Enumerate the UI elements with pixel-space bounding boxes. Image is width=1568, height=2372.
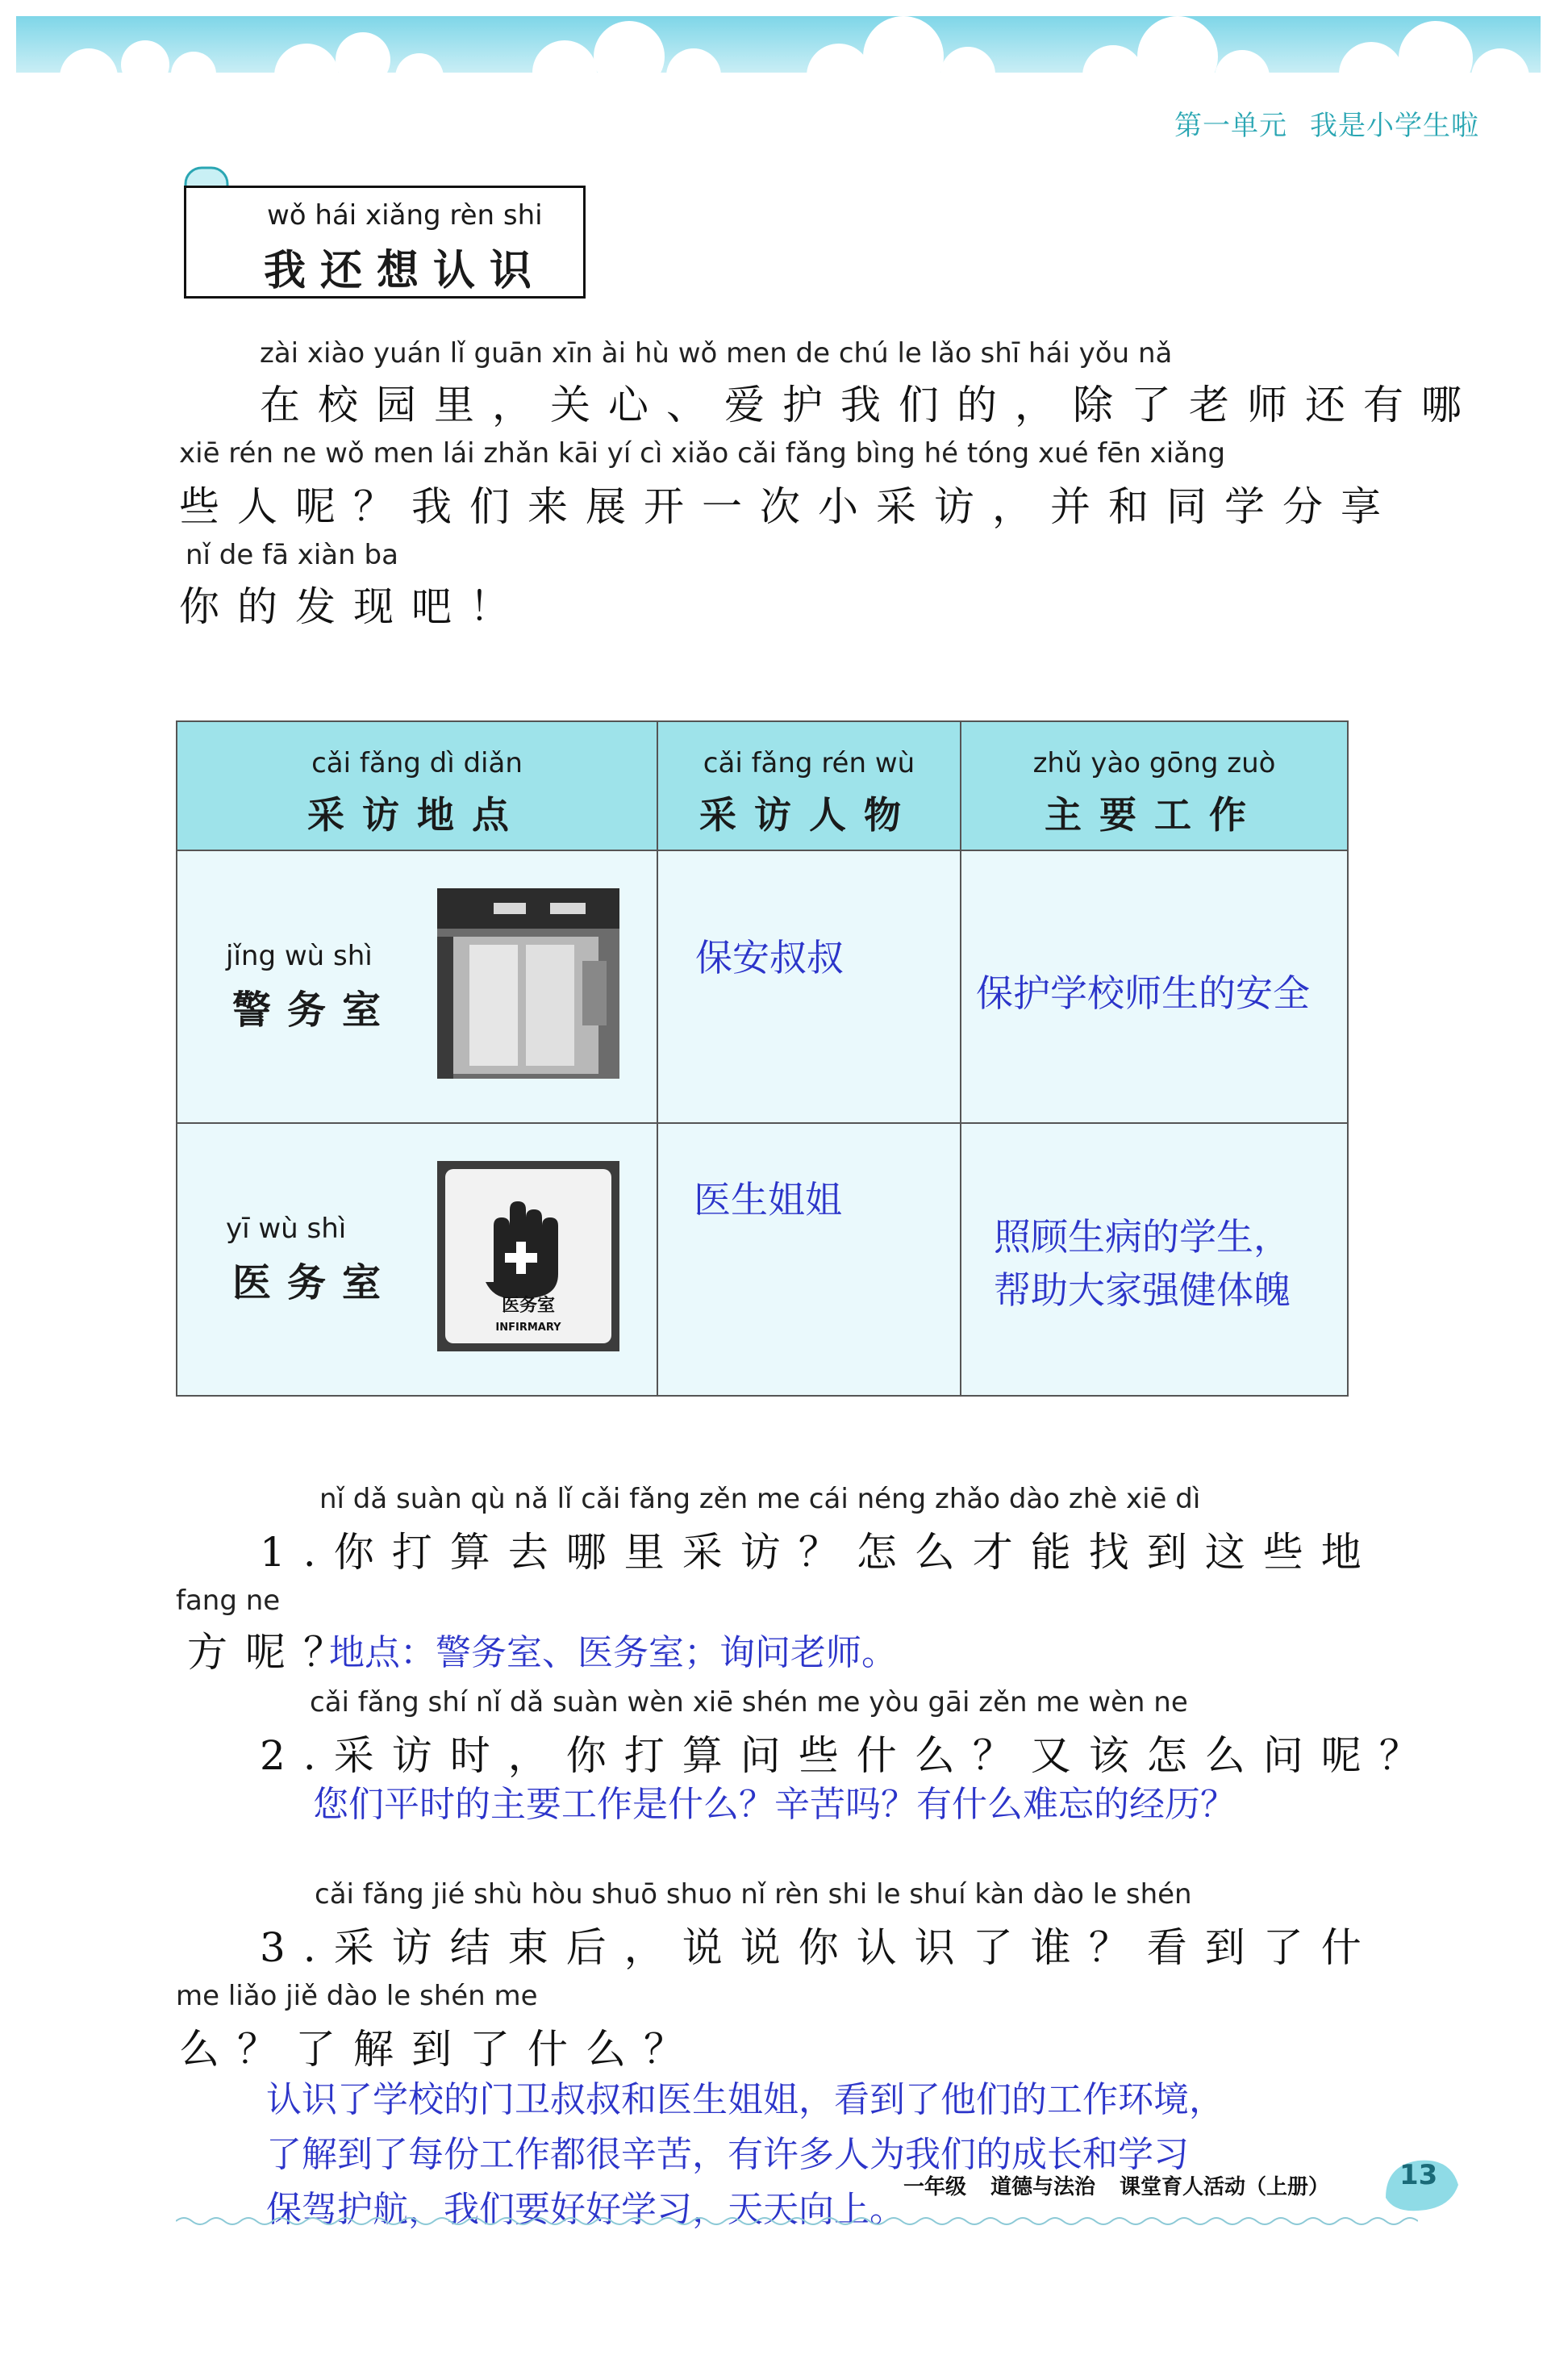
q1-line-2: 方呢？ xyxy=(187,1629,361,1676)
q3-answer-line-3: 保驾护航，我们要好好学习，天天向上。 xyxy=(266,2189,905,2230)
footer-book-info xyxy=(903,2170,1353,2200)
header-pinyin: zhǔ yào gōng zuò xyxy=(1032,747,1276,779)
person-cell xyxy=(657,850,961,1123)
footer-subject: 道德与法治 xyxy=(990,2175,1096,2199)
work-description: 保护学校师生的安全 xyxy=(976,971,1310,1015)
q3-line-1: 3.采访结束后，说说你认识了谁？看到了什 xyxy=(260,1924,1379,1971)
q2-line-1: 2.采访时，你打算问些什么？又该怎么问呢？ xyxy=(260,1732,1437,1779)
header-pinyin: cǎi fǎng dì diǎn xyxy=(311,747,523,779)
footer-grade: 一年级 xyxy=(903,2175,967,2199)
work-cell xyxy=(961,850,1348,1123)
q3-answer-line-2: 了解到了每份工作都很辛苦，有许多人为我们的成长和学习 xyxy=(266,2134,1189,2175)
intro-line-2: 些人呢？我们来展开一次小采访，并和同学分享 xyxy=(179,483,1399,530)
location-cell xyxy=(177,1123,657,1396)
q3-answer-line-1: 认识了学校的门卫叔叔和医生姐姐，看到了他们的工作环境， xyxy=(266,2079,1224,2120)
section-title xyxy=(184,186,586,299)
intro-pinyin-3: nǐ de fā xiàn ba xyxy=(186,539,398,571)
header-location xyxy=(177,721,657,850)
work-description-2: 帮助大家强健体魄 xyxy=(994,1268,1291,1312)
interview-table xyxy=(176,720,1349,1397)
lesson-label: 我是小学生啦 xyxy=(1310,110,1479,142)
footer-book: 课堂育人活动（上册） xyxy=(1120,2175,1330,2199)
unit-label: 第一单元 xyxy=(1174,110,1287,142)
title-text: 我还想认识 xyxy=(264,247,547,295)
unit-header xyxy=(1152,103,1479,143)
q1-pinyin-1: nǐ dǎ suàn qù nǎ lǐ cǎi fǎng zěn me cái néng zhǎo dào zhè xiē dì xyxy=(319,1483,1201,1515)
sign-english: INFIRMARY xyxy=(495,1322,561,1334)
sign-text: 医务室 xyxy=(501,1296,556,1316)
header-pinyin: cǎi fǎng rén wù xyxy=(703,747,915,779)
infirmary-sign-photo xyxy=(437,1161,619,1351)
work-cell xyxy=(961,1123,1348,1396)
intro-line-1: 在校园里，关心、爱护我们的，除了老师还有哪 xyxy=(260,382,1479,428)
header-person xyxy=(657,721,961,850)
page-number: 13 xyxy=(1399,2159,1438,2191)
q2-pinyin-1: cǎi fǎng shí nǐ dǎ suàn wèn xiē shén me yòu gāi zěn me wèn ne xyxy=(310,1686,1188,1718)
header-work xyxy=(961,721,1348,850)
q2-answer: 您们平时的主要工作是什么？辛苦吗？有什么难忘的经历？ xyxy=(313,1784,1236,1825)
location-name: 警务室 xyxy=(232,988,398,1033)
intro-pinyin-1: zài xiào yuán lǐ guān xīn ài hù wǒ men de chú le lǎo shī hái yǒu nǎ xyxy=(260,337,1173,370)
location-pinyin: yī wù shì xyxy=(226,1213,347,1245)
header-text: 采访地点 xyxy=(307,793,527,837)
header-text: 主要工作 xyxy=(1045,793,1264,837)
person-name: 医生姐姐 xyxy=(694,1178,842,1221)
location-name: 医务室 xyxy=(232,1260,398,1305)
security-room-photo xyxy=(437,888,619,1079)
q1-line-1: 1.你打算去哪里采访？怎么才能找到这些地 xyxy=(260,1529,1379,1576)
footer-wave-divider xyxy=(176,2209,1418,2233)
person-cell xyxy=(657,1123,961,1396)
table-row xyxy=(177,1123,1348,1396)
q1-pinyin-2: fang ne xyxy=(176,1585,281,1617)
title-pinyin: wǒ hái xiǎng rèn shi xyxy=(267,199,543,232)
intro-line-3: 你的发现吧！ xyxy=(179,583,528,630)
q1-answer: 地点：警务室、医务室；询问老师。 xyxy=(329,1632,897,1673)
q3-line-2: 么？了解到了什么？ xyxy=(179,2026,702,2073)
location-cell xyxy=(177,850,657,1123)
work-description: 照顾生病的学生， xyxy=(994,1215,1291,1259)
header-text: 采访人物 xyxy=(699,793,919,837)
q3-pinyin-1: cǎi fǎng jié shù hòu shuō shuo nǐ rèn shi le shuí kàn dào le shén xyxy=(315,1878,1192,1911)
person-name: 保安叔叔 xyxy=(695,936,844,979)
q3-pinyin-2: me liǎo jiě dào le shén me xyxy=(176,1980,538,2012)
intro-pinyin-2: xiē rén ne wǒ men lái zhǎn kāi yí cì xiǎo cǎi fǎng bìng hé tóng xué fēn xiǎng xyxy=(179,437,1226,470)
location-pinyin: jǐng wù shì xyxy=(226,940,373,972)
table-row xyxy=(177,850,1348,1123)
